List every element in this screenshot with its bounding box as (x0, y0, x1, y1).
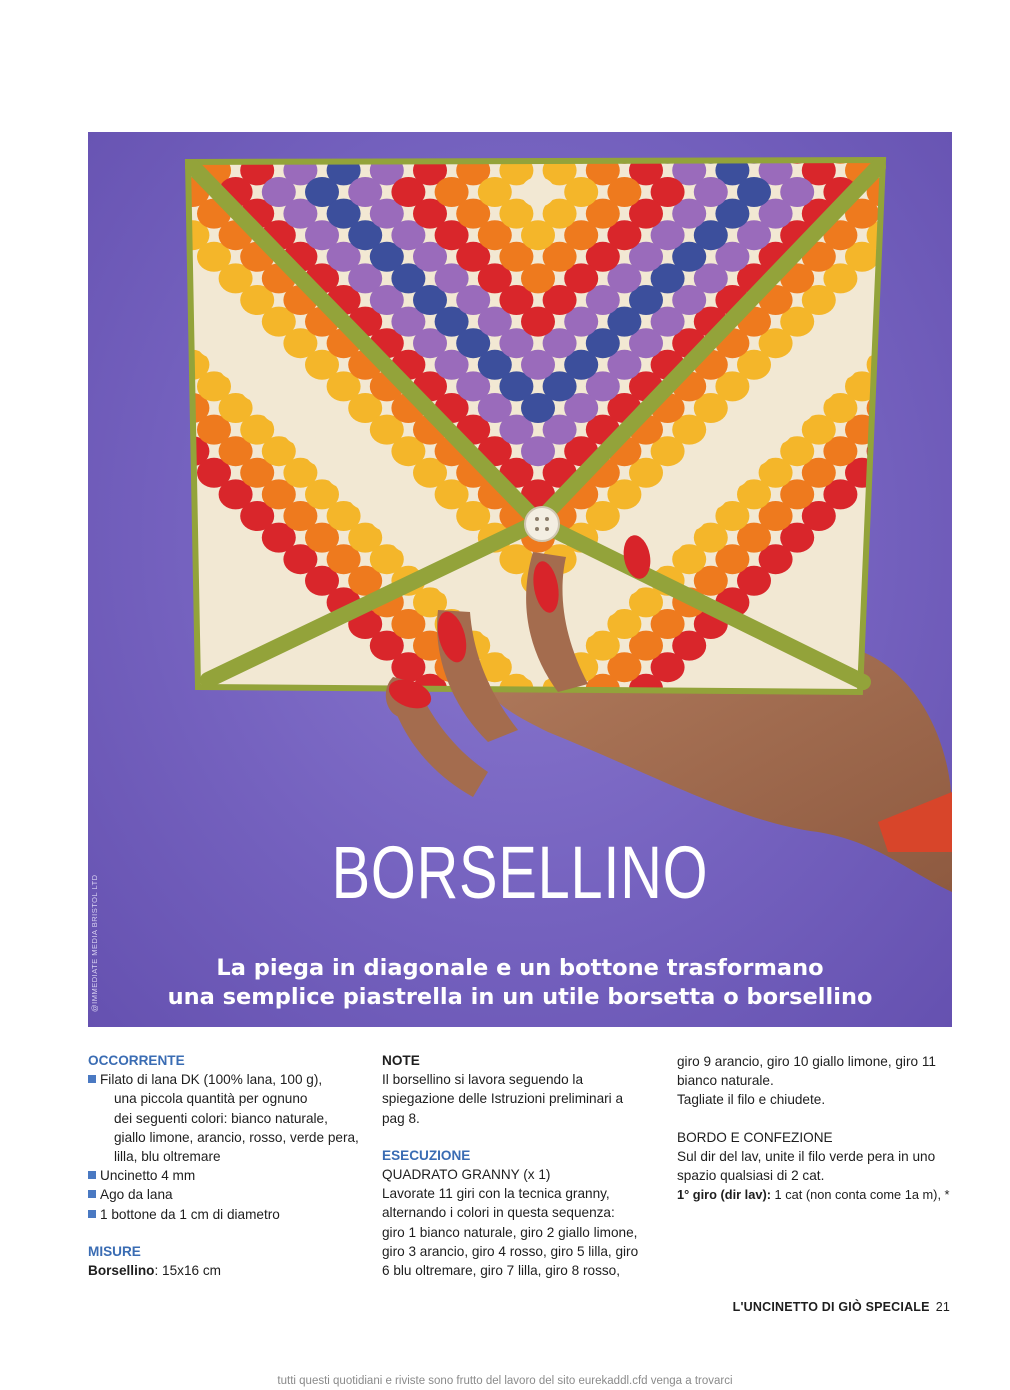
crochet-stitch (154, 285, 188, 315)
crochet-stitch (521, 782, 555, 812)
list-item-text: 1 bottone da 1 cm di diametro (100, 1206, 280, 1222)
crochet-stitch (910, 177, 944, 207)
list-item (88, 1070, 368, 1166)
hero-photo (88, 132, 952, 1027)
crochet-stitch (543, 760, 577, 790)
crochet-stitch (111, 242, 145, 272)
subtitle-line-1: La piega in diagonale e un bottone trasformano (216, 955, 824, 981)
text-line: bianco naturale. (677, 1073, 774, 1089)
crochet-stitch (132, 134, 166, 164)
crochet-stitch (499, 760, 533, 790)
crochet-stitch (521, 739, 555, 769)
crochet-stitch (111, 132, 145, 142)
crochet-stitch (586, 132, 620, 142)
crochet-stitch (499, 132, 533, 142)
misure-heading: MISURE (88, 1243, 141, 1259)
crochet-stitch (132, 177, 166, 207)
crochet-stitch (89, 263, 123, 293)
crochet-stitch (931, 155, 952, 185)
crochet-stitch (132, 393, 166, 423)
crochet-stitch (521, 436, 555, 466)
subtitle (88, 954, 952, 1012)
text-line: giro 9 arancio, giro 10 giallo limone, giro 11 (677, 1054, 936, 1069)
esecuzione-heading: ESECUZIONE (382, 1147, 471, 1163)
crochet-stitch (89, 307, 123, 337)
page-number: 21 (935, 1300, 950, 1314)
crochet-stitch (132, 263, 166, 293)
crochet-stitch (888, 132, 922, 142)
crochet-stitch (845, 132, 879, 142)
list-item-text: Uncinetto 4 mm (100, 1168, 196, 1184)
giro-line (677, 1185, 962, 1204)
crochet-stitch (802, 132, 836, 142)
crochet-stitch (240, 132, 274, 142)
note-line: Il borsellino si lavora seguendo la (382, 1072, 584, 1088)
crochet-stitch (888, 242, 922, 272)
crochet-stitch (910, 307, 944, 337)
crochet-stitch (910, 263, 944, 293)
crochet-stitch (89, 220, 123, 250)
watermark: tutti questi quotidiani e riviste sono frutto del lavoro del sito eurekaddl.cfd venga a trovarci (277, 1375, 733, 1387)
crochet-stitch (456, 132, 490, 142)
crochet-stitch (132, 307, 166, 337)
esecuzione-subheading: QUADRATO GRANNY (x 1) (382, 1167, 551, 1183)
crochet-stitch (543, 132, 577, 142)
crochet-stitch (521, 350, 555, 380)
crochet-stitch (888, 155, 922, 185)
esecuzione-line: alternando i colori in questa sequenza: (382, 1205, 615, 1221)
note-line: pag 8. (382, 1110, 420, 1126)
crochet-stitch (888, 199, 922, 229)
crochet-stitch (629, 132, 663, 142)
crochet-stitch (910, 393, 944, 423)
column-bordo (677, 1052, 962, 1204)
crochet-stitch (521, 307, 555, 337)
crochet-stitch (327, 132, 361, 142)
text-line: Tagliate il filo e chiudete. (677, 1092, 826, 1108)
crochet-stitch (672, 132, 706, 142)
crochet-stitch (154, 328, 188, 358)
crochet-stitch (88, 328, 101, 358)
crochet-stitch (888, 371, 922, 401)
crochet-stitch (154, 371, 188, 401)
list-item-text: lilla, blu oltremare (114, 1149, 221, 1165)
crochet-stitch (521, 393, 555, 423)
page-title: BORSELLINO (331, 831, 709, 914)
crochet-stitch (154, 199, 188, 229)
giro-text: 1 cat (non conta come 1a m), * (771, 1187, 950, 1203)
crochet-stitch (111, 371, 145, 401)
crochet-stitch (888, 285, 922, 315)
crochet-stitch (88, 242, 101, 272)
crochet-stitch (283, 132, 317, 142)
crochet-stitch (111, 285, 145, 315)
crochet-stitch (413, 132, 447, 142)
crochet-stitch (197, 132, 231, 142)
crochet-stitch (132, 350, 166, 380)
esecuzione-line: giro 1 bianco naturale, giro 2 giallo limone, (382, 1224, 638, 1240)
list-item-text: Ago da lana (100, 1187, 173, 1203)
crochet-stitch (478, 739, 512, 769)
crochet-stitch (931, 285, 952, 315)
list-item-text: Filato di lana DK (100% lana, 100 g), (100, 1072, 323, 1088)
crochet-stitch (88, 155, 101, 185)
note-line: spiegazione delle Istruzioni preliminari a (382, 1091, 624, 1107)
crochet-stitch (370, 132, 404, 142)
crochet-stitch (888, 415, 922, 445)
crochet-stitch (910, 350, 944, 380)
list-item-text: una piccola quantità per ognuno (114, 1091, 308, 1107)
crochet-stitch (88, 132, 101, 142)
crochet-stitch (910, 134, 944, 164)
crochet-stitch (132, 220, 166, 250)
giro-label: 1° giro (dir lav): (677, 1187, 771, 1203)
crochet-stitch (111, 155, 145, 185)
crochet-stitch (910, 220, 944, 250)
subtitle-line-2: una semplice piastrella in un utile borsetta o borsellino (167, 984, 873, 1010)
list-item-text: giallo limone, arancio, rosso, verde pera, (114, 1129, 359, 1145)
crochet-stitch (154, 415, 188, 445)
crochet-stitch (154, 155, 188, 185)
crochet-stitch (715, 132, 749, 142)
misure-label: Borsellino (88, 1263, 155, 1279)
button-icon (525, 507, 559, 541)
crochet-stitch (931, 242, 952, 272)
crochet-stitch (111, 199, 145, 229)
bordo-line: Sul dir del lav, unite il filo verde pera in uno (677, 1148, 936, 1164)
bordo-heading: BORDO E CONFEZIONE (677, 1129, 833, 1145)
list-item-text: dei seguenti colori: bianco naturale, (114, 1110, 328, 1126)
crochet-stitch (759, 132, 793, 142)
note-heading: NOTE (382, 1053, 420, 1068)
crochet-stitch (888, 328, 922, 358)
crochet-stitch (89, 350, 123, 380)
esecuzione-line: giro 3 arancio, giro 4 rosso, giro 5 lilla, giro (382, 1243, 639, 1259)
list-item (88, 1205, 368, 1224)
misure-value: : 15x16 cm (154, 1263, 221, 1279)
crochet-stitch (154, 132, 188, 142)
occorrente-heading: OCCORRENTE (88, 1053, 185, 1068)
column-note (382, 1051, 662, 1280)
crochet-stitch (521, 177, 555, 207)
crochet-stitch (521, 263, 555, 293)
crochet-stitch (89, 177, 123, 207)
misure-text (88, 1261, 368, 1280)
crochet-stitch (154, 242, 188, 272)
crochet-stitch (88, 199, 101, 229)
crochet-stitch (521, 220, 555, 250)
photo-credit: @IMMEDIATE MEDIA BRISTOL LTD (90, 874, 99, 1012)
list-item (88, 1166, 368, 1185)
page-footer (733, 1300, 950, 1314)
list-item (88, 1185, 368, 1204)
crochet-stitch (111, 328, 145, 358)
crochet-stitch (89, 134, 123, 164)
magazine-name: L'UNCINETTO DI GIÒ SPECIALE (732, 1300, 930, 1314)
crochet-stitch (931, 328, 952, 358)
crochet-stitch (931, 199, 952, 229)
column-occorrente (88, 1051, 368, 1280)
crochet-stitch (931, 371, 952, 401)
esecuzione-line: 6 blu oltremare, giro 7 lilla, giro 8 rosso, (382, 1263, 620, 1279)
crochet-stitch (931, 132, 952, 142)
crochet-stitch (88, 285, 101, 315)
esecuzione-line: Lavorate 11 giri con la tecnica granny, (382, 1186, 610, 1202)
bordo-line: spazio qualsiasi di 2 cat. (677, 1168, 825, 1184)
